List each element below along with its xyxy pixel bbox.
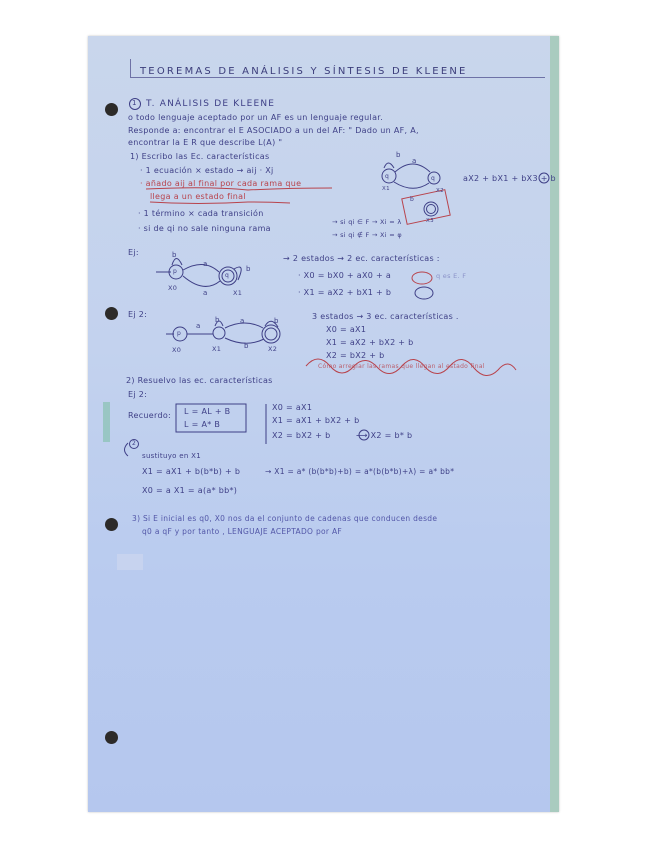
diagram-label: a bbox=[412, 157, 417, 165]
diagram-label: b bbox=[215, 316, 220, 324]
example-label: Ej 2: bbox=[128, 310, 148, 319]
equation-note: q es E. F bbox=[436, 272, 467, 280]
step-heading: 1) Escribo las Ec. características bbox=[130, 152, 270, 161]
equation: X2 = bX2 + b bbox=[272, 431, 331, 440]
equation: X2 = bX2 + b bbox=[326, 351, 385, 360]
diagram-label: a bbox=[196, 322, 201, 330]
diagram-label: p bbox=[173, 268, 178, 275]
diagram-label: b bbox=[172, 251, 177, 259]
diagram-label: X1 bbox=[212, 345, 222, 353]
equation: X1 = aX1 + bX2 + b bbox=[272, 416, 360, 425]
equation: X0 = aX1 bbox=[326, 325, 367, 334]
example-label: Ej: bbox=[128, 248, 139, 257]
page-title: TEOREMAS DE ANÁLISIS Y SÍNTESIS DE KLEENE bbox=[140, 66, 468, 77]
notebook-page bbox=[88, 36, 559, 812]
diagram-label: b bbox=[246, 265, 251, 273]
equation: X1 = aX1 + b(b*b) + b bbox=[142, 467, 241, 476]
diagram-label: q bbox=[385, 173, 390, 180]
circled-number: 1 bbox=[132, 99, 137, 107]
text-line: o todo lenguaje aceptado por un AF es un lenguaje regular. bbox=[128, 113, 383, 122]
scribble-note: Cómo arreglar las ramas que llegan al estado final bbox=[318, 363, 485, 370]
diagram-label: X0 bbox=[168, 284, 178, 292]
equation: X0 = aX1 bbox=[272, 403, 313, 412]
example-label: Ej 2: bbox=[128, 390, 148, 399]
diagram-label: a bbox=[240, 317, 245, 325]
diagram-label: X1 bbox=[382, 186, 390, 192]
diagram-label: q bbox=[431, 175, 436, 182]
diagram-label: b bbox=[244, 342, 249, 350]
example-note: 3 estados → 3 ec. características . bbox=[312, 312, 459, 321]
condition: → si qi ∉ F → Xi = φ bbox=[332, 231, 402, 239]
step-heading: 2) Resuelvo las ec. características bbox=[126, 376, 273, 385]
diagram-label: a bbox=[203, 260, 208, 268]
rule: L = A* B bbox=[184, 420, 221, 429]
diagram-label: b bbox=[396, 151, 401, 159]
diagram-label: X3 bbox=[426, 218, 434, 224]
equation: · X0 = bX0 + aX0 + a bbox=[298, 271, 392, 280]
section1-heading: T. ANÁLISIS DE KLEENE bbox=[146, 99, 276, 109]
diagram-label: q bbox=[225, 272, 230, 279]
condition: → si qi ∈ F → Xi = λ bbox=[332, 218, 402, 226]
section3-text: 3) Si E inicial es q0, X0 nos da el conjunto de cadenas que conducen desde bbox=[132, 514, 438, 523]
equation: X1 = aX2 + bX2 + b bbox=[326, 338, 414, 347]
bullet: · 1 término × cada transición bbox=[138, 209, 264, 218]
bullet: · añado aij al final por cada rama que bbox=[140, 179, 302, 188]
diagram-label: a bbox=[203, 289, 208, 297]
diagram-label: b bbox=[274, 317, 279, 325]
diagram-label: b bbox=[410, 196, 415, 203]
diagram-label: p bbox=[177, 330, 182, 337]
diagram-label: X1 bbox=[233, 289, 243, 297]
equation: → X1 = a* (b(b*b)+b) = a*(b(b*b)+λ) = a* bb* bbox=[265, 467, 455, 476]
equation: · X1 = aX2 + bX1 + b bbox=[298, 288, 392, 297]
equation: X0 = a X1 = a(a* bb*) bbox=[142, 486, 238, 495]
bullet: llega a un estado final bbox=[150, 192, 246, 201]
diagram-label: X2 bbox=[436, 188, 444, 194]
text-line: Responde a: encontrar el E ASOCIADO a un del AF: " Dado un AF, A, bbox=[128, 126, 419, 135]
recuerdo-label: Recuerdo: bbox=[128, 411, 172, 420]
bullet: · si de qi no sale ninguna rama bbox=[138, 224, 271, 233]
equation-result: ⟶ X2 = b* b bbox=[356, 431, 413, 440]
diagram-equation: aX2 + bX1 + bX3 + b bbox=[463, 174, 556, 183]
bullet: · 1 ecuación × estado → aij · Xj bbox=[140, 166, 274, 175]
text-line: encontrar la E R que describe L(A) " bbox=[128, 138, 283, 147]
section3-text: q0 a qF y por tanto , LENGUAJE ACEPTADO por AF bbox=[142, 527, 343, 536]
diagram-label: X0 bbox=[172, 346, 182, 354]
step-note: sustituyo en X1 bbox=[142, 452, 201, 460]
circled-number: 2 bbox=[132, 440, 137, 447]
example-note: → 2 estados → 2 ec. características : bbox=[283, 254, 440, 263]
diagram-label: X2 bbox=[268, 345, 278, 353]
rule: L = AL + B bbox=[184, 407, 231, 416]
